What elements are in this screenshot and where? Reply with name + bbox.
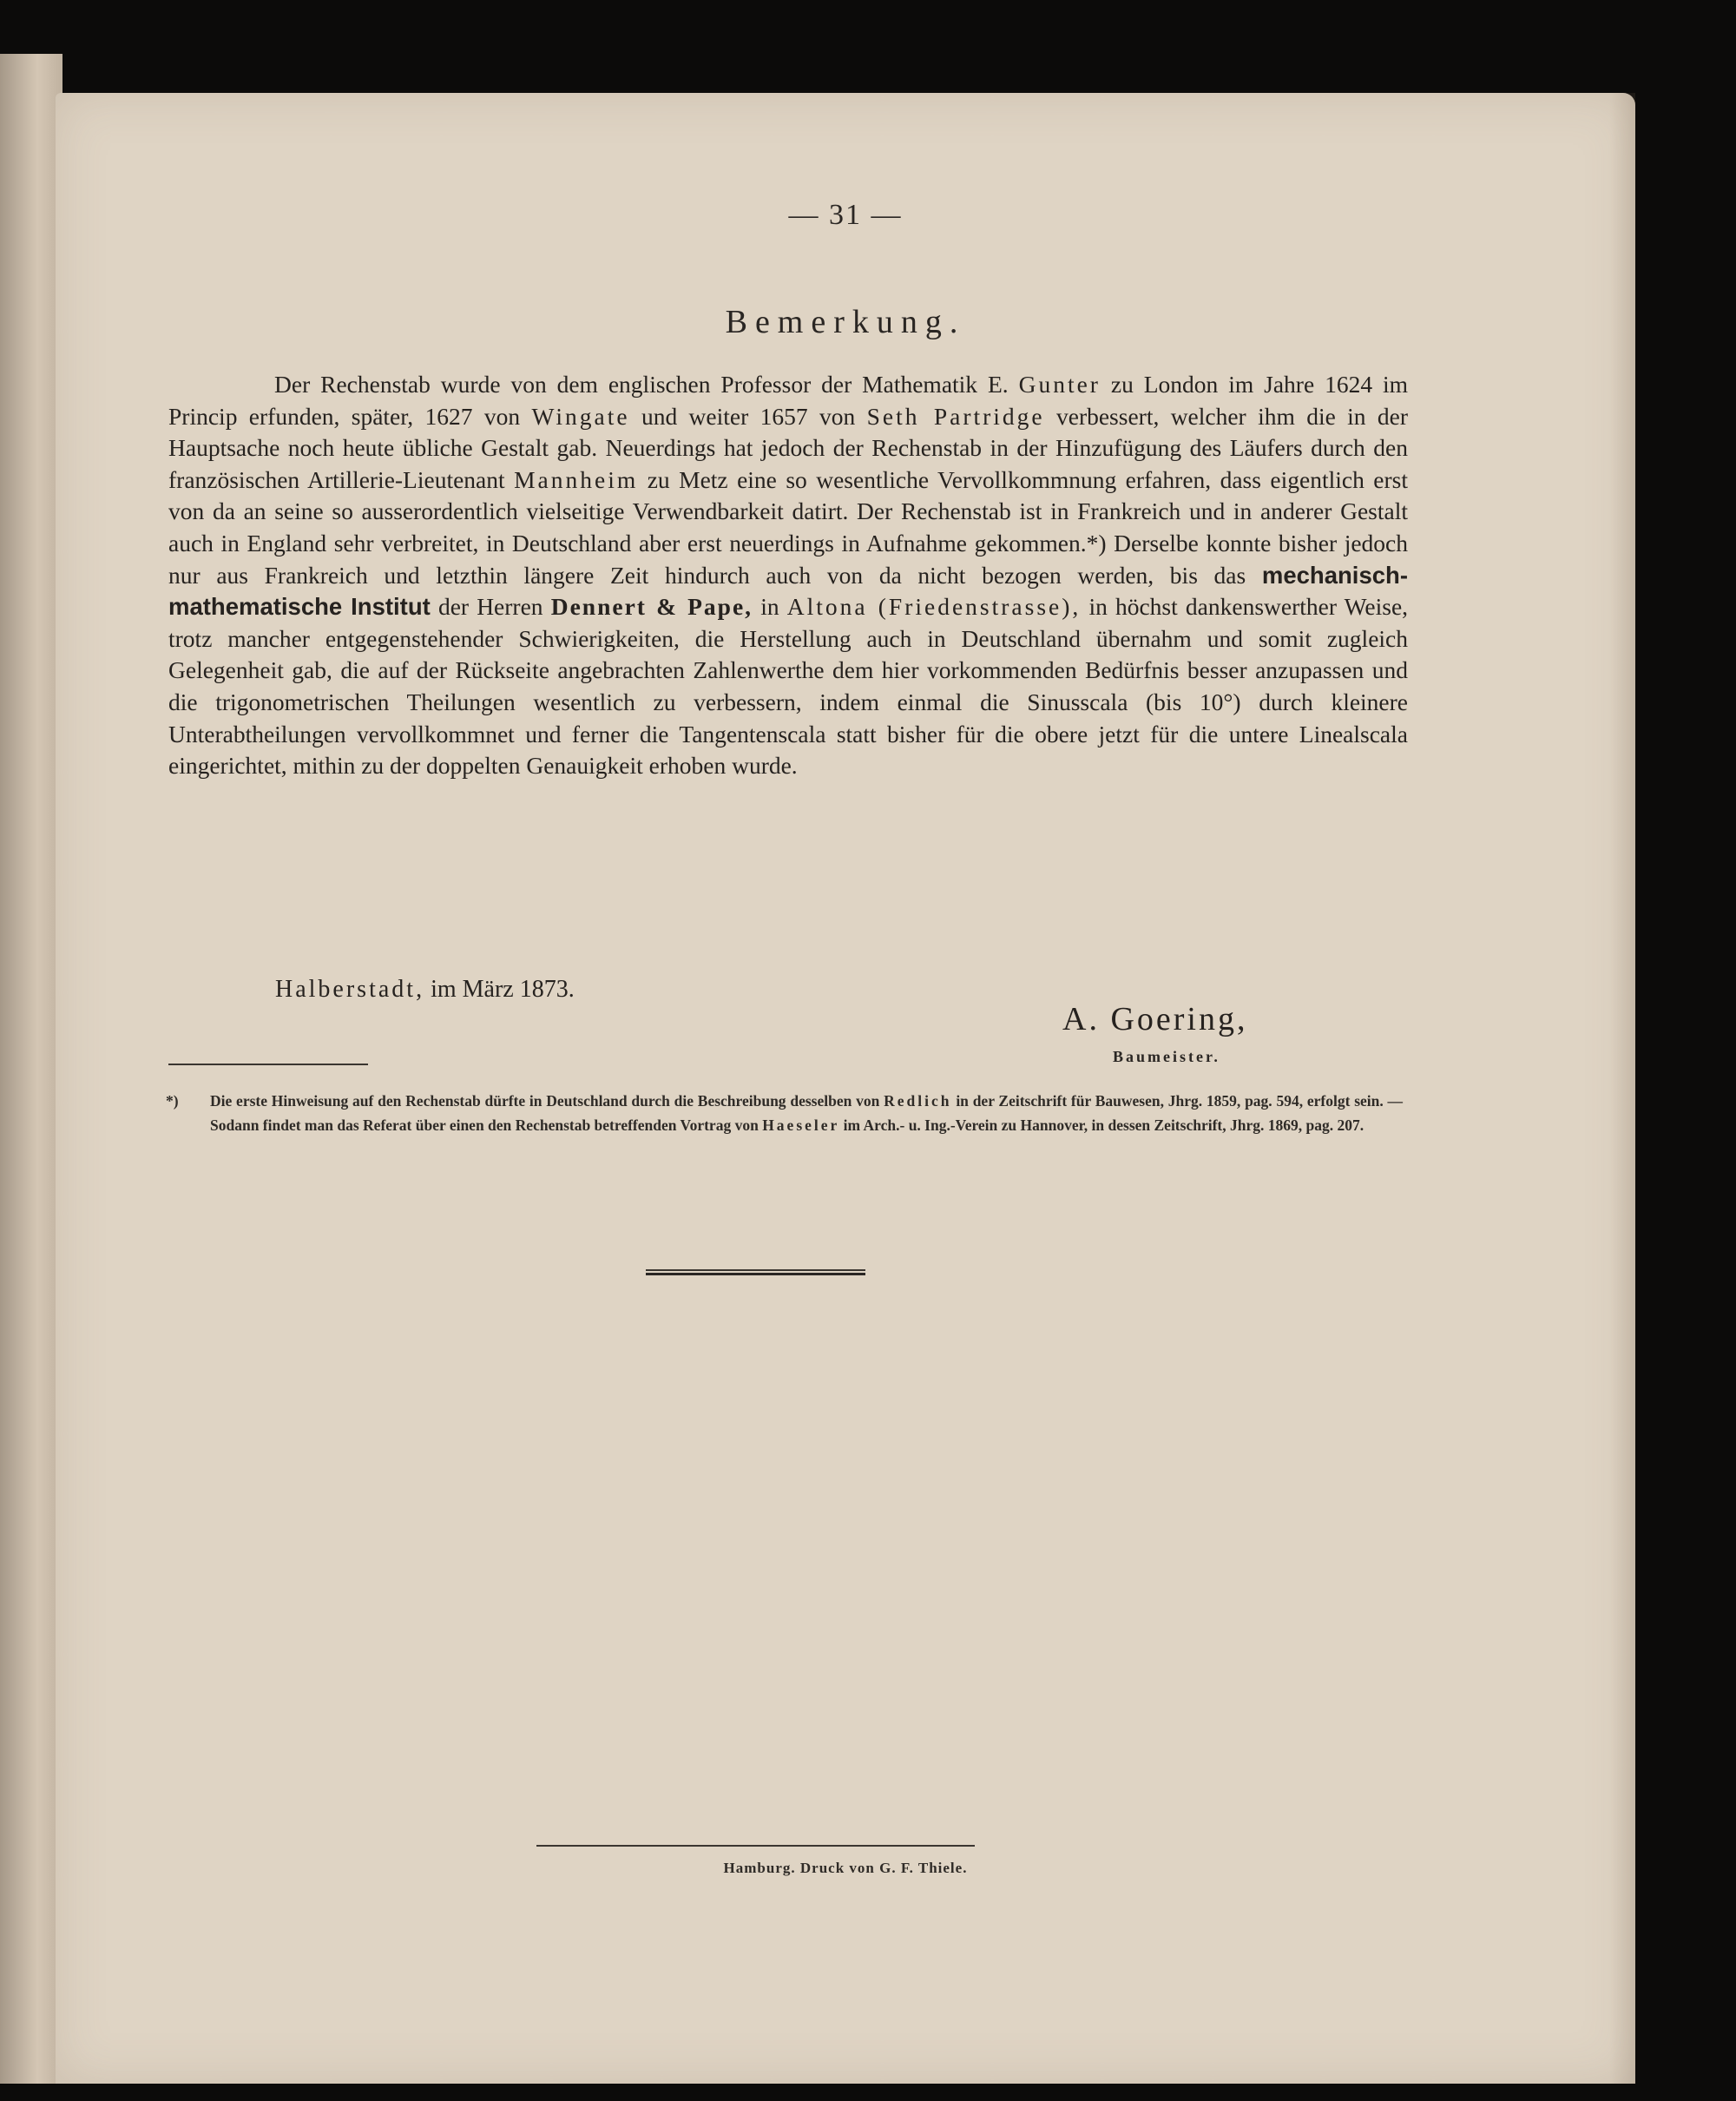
place-name: Halberstadt, — [275, 976, 425, 1003]
text-segment: und weiter 1657 von — [641, 402, 856, 430]
firm-name: Dennert & Pape, — [550, 593, 753, 621]
footnote-text: Die erste Hinweisung auf den Rechenstab dürfte in Deutschland durch die Beschreibung desselben von — [210, 1092, 880, 1110]
main-text — [168, 369, 1408, 782]
name-mannheim: Mannheim — [514, 465, 639, 493]
text-segment: zu Metz eine so wesentliche Vervollkommnung erfahren, dass eigentlich erst von da an seine so ausserordentlich vielseitige Verwendbarkeit datirt. Der Rechenstab ist in Frankreich und in anderer Gestalt auch in England sehr verbreitet, in Deutschland aber erst neuerdings in Aufnahme gekommen.*) Derselbe konnte bisher jedoch nur aus Frankreich und letzthin längere Zeit hindurch auch von da nicht bezogen werden, bis das — [168, 465, 1408, 589]
book-page — [56, 93, 1635, 2084]
footnote-text: in der Zeitschrift für Bauwesen, Jhrg. 1859, pag. 594, erfolgt sein. — Sodann findet man das Referat über einen den Rechenstab betreffenden Vortrag von — [210, 1092, 1404, 1134]
printer-imprint: Hamburg. Druck von G. F. Thiele. — [723, 1860, 968, 1876]
footnote-paragraph — [166, 1089, 1403, 1137]
name-redlich: Redlich — [884, 1092, 952, 1110]
footnote-text: im Arch.- u. Ing.-Verein zu Hannover, in dessen Zeitschrift, Jhrg. 1869, pag. 207. — [843, 1116, 1364, 1134]
text-segment: zu London im Jahre 1624 im Princip erfunden, später, 1627 von — [168, 371, 1409, 430]
author-signature: A. Goering, — [1062, 1001, 1248, 1037]
name-haeseler: Haeseler — [762, 1116, 840, 1134]
author-title: Baumeister. — [1113, 1048, 1220, 1065]
name-gunter: Gunter — [1018, 371, 1101, 398]
institute-name: mechanisch-mathematische Institut — [168, 561, 1408, 621]
date: im März 1873. — [431, 976, 575, 1003]
text-segment: der Herren — [437, 593, 543, 621]
main-paragraph — [168, 369, 1408, 782]
page-edge-shadow — [1609, 93, 1635, 2084]
text-segment: in höchst dankenswerther Weise, trotz mancher entgegenstehender Schwierigkeiten, die Herstellung auch in Deutschland übernahm und somit zugleich Gelegenheit gab, die auf der Rückseite angebrachten Zahlenwerthe dem hier vorkommenden Bedürfnis besser anzupassen und die trigonometrischen Theilungen wesentlich zu verbessern, indem einmal die Sinusscala (bis 10°) durch kleinere Unterabtheilungen vervollkommnet und ferner die Tangentenscala statt bisher für die obere jetzt für die untere Linealscala eingerichtet, mithin zu der doppelten Genauigkeit erhoben wurde. — [168, 593, 1409, 780]
place-altona: Altona (Friedenstrasse), — [786, 593, 1082, 621]
name-wingate: Wingate — [531, 402, 630, 430]
imprint-rule — [536, 1845, 975, 1847]
page-number: — 31 — — [788, 199, 903, 231]
facing-page-edge — [0, 54, 62, 2084]
footnote-rule — [168, 1064, 368, 1065]
place-date — [275, 976, 575, 1004]
text-segment: in — [760, 593, 779, 621]
double-rule-ornament — [646, 1269, 865, 1275]
ornament-line-thick — [646, 1273, 865, 1275]
text-segment: Der Rechenstab wurde von dem englischen Professor der Mathematik E. — [274, 371, 1009, 398]
text-segment: verbessert, welcher ihm die in der Hauptsache noch heute übliche Gestalt gab. Neuerdings hat jedoch der Rechenstab in der Hinzufügung des Läufers durch den französischen Artillerie-Lieutenant — [168, 402, 1409, 493]
ornament-line-thin — [646, 1269, 865, 1271]
section-heading: Bemerkung. — [725, 304, 966, 340]
name-partridge: Seth Partridge — [866, 402, 1045, 430]
footnote-mark: *) — [166, 1092, 179, 1110]
footnote — [166, 1089, 1403, 1137]
